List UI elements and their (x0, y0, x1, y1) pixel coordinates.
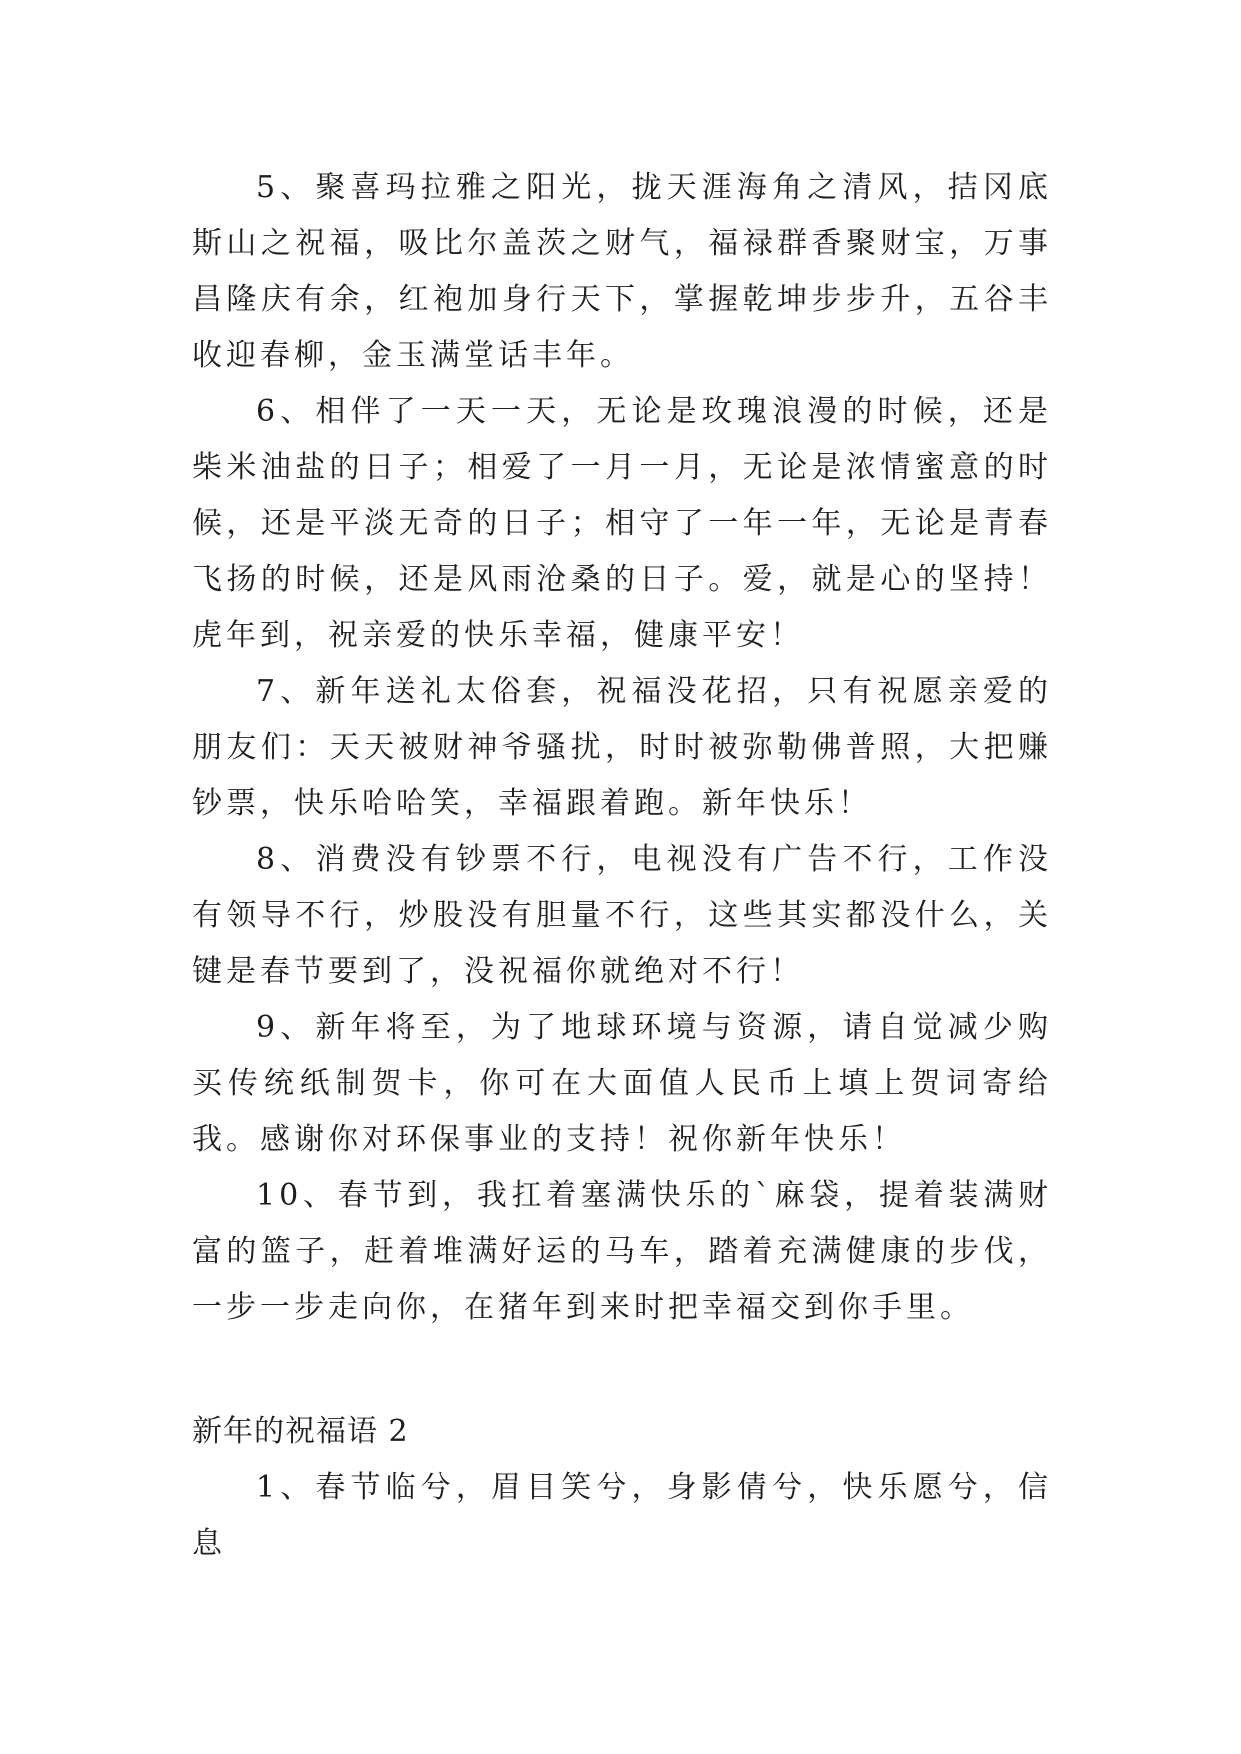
paragraph-8: 8、消费没有钞票不行，电视没有广告不行，工作没有领导不行，炒股没有胆量不行，这些其实都没什么，关键是春节要到了，没祝福你就绝对不行！ (192, 842, 1052, 989)
paragraph-10: 10、春节到，我扛着塞满快乐的`麻袋，提着装满财富的篮子，赶着堆满好运的马车，踏着充满健康的步伐，一步一步走向你，在猪年到来时把幸福交到你手里。 (192, 1178, 1052, 1325)
document-body (192, 160, 1052, 1572)
paragraph-9: 9、新年将至，为了地球环境与资源，请自觉减少购买传统纸制贺卡，你可在大面值人民币上填上贺词寄给我。感谢你对环保事业的支持！祝你新年快乐！ (192, 1010, 1052, 1157)
section-paragraph-1: 1、春节临兮，眉目笑兮，身影倩兮，快乐愿兮，信息 (192, 1470, 1052, 1561)
paragraph-6: 6、相伴了一天一天，无论是玫瑰浪漫的时候，还是柴米油盐的日子；相爱了一月一月，无论是浓情蜜意的时候，还是平淡无奇的日子；相守了一年一年，无论是青春飞扬的时候，还是风雨沧桑的日子。爱，就是心的坚持！虎年到，祝亲爱的快乐幸福，健康平安！ (192, 394, 1052, 653)
paragraph-7: 7、新年送礼太俗套，祝福没花招，只有祝愿亲爱的朋友们：天天被财神爷骚扰，时时被弥勒佛普照，大把赚钞票，快乐哈哈笑，幸福跟着跑。新年快乐！ (192, 674, 1052, 821)
section-heading: 新年的祝福语 2 (192, 1414, 409, 1449)
paragraph-5: 5、聚喜玛拉雅之阳光，拢天涯海角之清风，拮冈底斯山之祝福，吸比尔盖茨之财气，福禄群香聚财宝，万事昌隆庆有余，红袍加身行天下，掌握乾坤步步升，五谷丰收迎春柳，金玉满堂话丰年。 (192, 170, 1052, 373)
